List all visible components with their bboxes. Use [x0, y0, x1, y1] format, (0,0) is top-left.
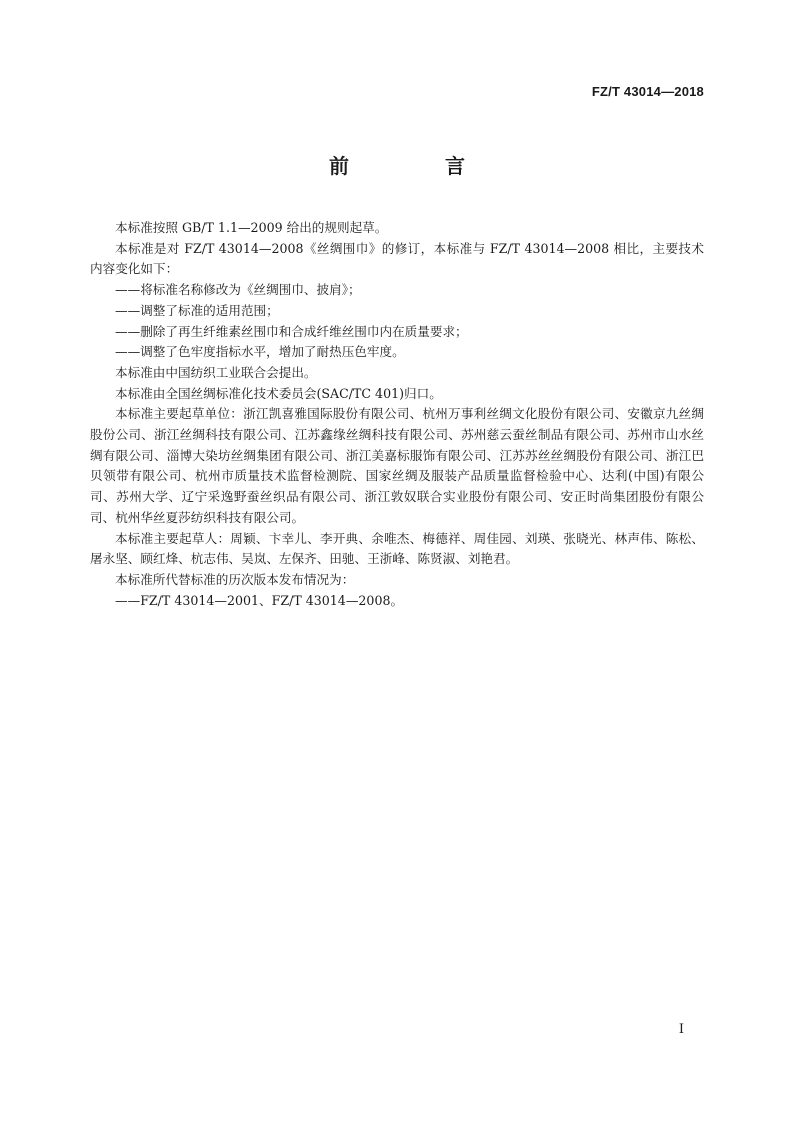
- paragraph-history-intro: 本标准所代替标准的历次版本发布情况为：: [115, 571, 355, 587]
- standard-code: FZ/T 43014—2018: [591, 84, 704, 99]
- change-item-scope: ——调整了标准的适用范围；: [115, 302, 279, 318]
- paragraph-history-versions: ——FZ/T 43014—2001、FZ/T 43014—2008。: [115, 592, 404, 608]
- preface-body: [90, 218, 704, 611]
- change-item-colorfastness: ——调整了色牢度指标水平，增加了耐热压色牢度。: [115, 344, 405, 360]
- paragraph-drafting-rules: 本标准按照 GB/T 1.1—2009 给出的规则起草。: [115, 220, 388, 235]
- page-title: 前 言: [329, 154, 503, 178]
- paragraph-drafting-units: 本标准主要起草单位：浙江凯喜雅国际股份有限公司、杭州万事利丝绸文化股份有限公司、安徽京九丝绸股份公司、浙江丝绸科技有限公司、江苏鑫缘丝绸科技有限公司、苏州慈云蚕丝制品有限公司、苏州市山水丝绸有限公司、淄博大染坊丝绸集团有限公司、浙江美嘉标服饰有限公司、江苏苏丝丝绸股份有限公司、浙江巴贝领带有限公司、杭州市质量技术监督检测院、国家丝绸及服装产品质量监督检验中心、达利(中国)有限公司、苏州大学、辽宁采逸野蚕丝织品有限公司、浙江敦奴联合实业股份有限公司、安正时尚集团股份有限公司、杭州华丝夏莎纺织科技有限公司。: [90, 406, 704, 525]
- paragraph-revision-intro: 本标准是对 FZ/T 43014—2008《丝绸围巾》的修订，本标准与 FZ/T 43014—2008 相比，主要技术内容变化如下：: [90, 240, 704, 277]
- change-item-rename: ——将标准名称修改为《丝绸围巾、披肩》；: [115, 282, 361, 298]
- page-number: I: [678, 1022, 684, 1037]
- paragraph-proposed-by: 本标准由中国纺织工业联合会提出。: [115, 364, 317, 380]
- change-item-deletion: ——删除了再生纤维素丝围巾和合成纤维丝围巾内在质量要求；: [115, 323, 468, 339]
- paragraph-centralized-by: 本标准由全国丝绸标准化技术委员会(SAC/TC 401)归口。: [115, 385, 442, 401]
- paragraph-drafters: 本标准主要起草人：周颖、卞幸儿、李开典、余唯杰、梅德祥、周佳园、刘瑛、张晓光、林声伟、陈松、屠永坚、顾红烽、杭志伟、吴岚、左保齐、田驰、王浙峰、陈贤淑、刘艳君。: [90, 530, 704, 567]
